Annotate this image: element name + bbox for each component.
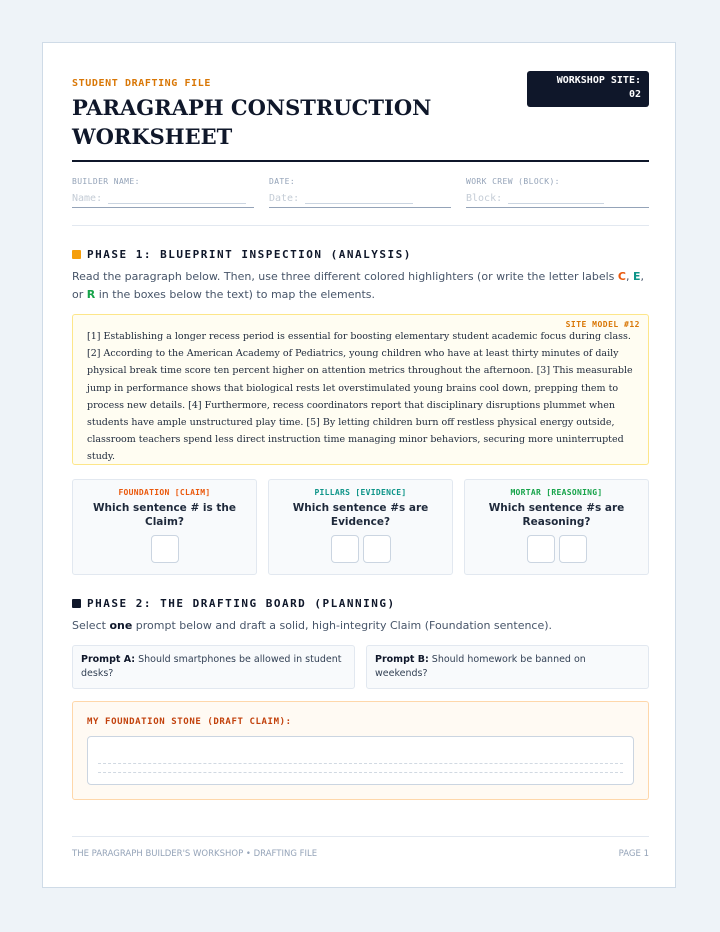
evidence-answer-box-2[interactable] bbox=[363, 535, 391, 563]
evidence-card bbox=[268, 479, 453, 575]
workshop-site-badge bbox=[527, 71, 649, 107]
prompt-b-option[interactable] bbox=[366, 645, 649, 689]
claim-answer-box[interactable] bbox=[151, 535, 179, 563]
evidence-card-tag: PILLARS [EVIDENCE] bbox=[314, 488, 407, 497]
model-paragraph: [1] Establishing a longer recess period is essential for boosting elementary student academic focus during class. [2] According to the American Academy of Pediatrics, young children who have at least thirty minutes of daily physical break time score ten percent higher on attention metrics throughout the afternoon. [3] This measurable jump in performance shows that biological rests let overstimulated young brains cool down, prepping them to process new details. [4] Furthermore, recess coordinators report that disciplinary disruptions plummet when students have ample unstructured play time. [5] By letting children burn off restless physical energy outside, classroom teachers spend less direct instruction time managing minor behaviors, securing more uninterrupted study. bbox=[87, 331, 633, 463]
builder-name-label: BUILDER NAME: bbox=[72, 177, 140, 186]
builder-name-input[interactable]: Name: bbox=[72, 193, 103, 204]
draft-claim-box bbox=[72, 701, 649, 800]
claim-card-tag: FOUNDATION [CLAIM] bbox=[118, 488, 211, 497]
fields-divider bbox=[72, 225, 649, 226]
reasoning-answer-box-2[interactable] bbox=[559, 535, 587, 563]
writing-line-2 bbox=[98, 772, 623, 773]
footer-divider bbox=[72, 836, 649, 837]
writing-line-1 bbox=[98, 763, 623, 764]
file-eyebrow: STUDENT DRAFTING FILE bbox=[72, 78, 212, 89]
evidence-card-question: Which sentence #s are Evidence? bbox=[292, 502, 429, 528]
reasoning-letter-label: R bbox=[86, 288, 96, 301]
date-field[interactable] bbox=[269, 177, 451, 208]
prompt-a-label: Prompt A: bbox=[81, 654, 136, 665]
prompt-a-text: Should smartphones be allowed in student desks? bbox=[81, 654, 342, 679]
draft-claim-input[interactable] bbox=[87, 736, 634, 785]
footer-title: THE PARAGRAPH BUILDER'S WORKSHOP • DRAFTING FILE bbox=[72, 849, 318, 859]
evidence-letter-label: E bbox=[632, 270, 641, 283]
page-title: PARAGRAPH CONSTRUCTION WORKSHEET bbox=[72, 95, 432, 149]
phase-2-instructions: Select one prompt below and draft a solid, high-integrity Claim (Foundation sentence). bbox=[72, 619, 553, 632]
site-badge-label: WORKSHOP SITE: bbox=[556, 75, 641, 86]
reasoning-card-question: Which sentence #s are Reasoning? bbox=[488, 502, 625, 528]
reasoning-card-tag: MORTAR [REASONING] bbox=[510, 488, 603, 497]
phase-1-heading: PHASE 1: BLUEPRINT INSPECTION (ANALYSIS) bbox=[72, 248, 412, 261]
phase-2-heading: PHASE 2: THE DRAFTING BOARD (PLANNING) bbox=[72, 597, 396, 610]
work-crew-input[interactable]: Block: bbox=[466, 193, 503, 204]
evidence-answer-box-1[interactable] bbox=[331, 535, 359, 563]
header-divider bbox=[72, 160, 649, 162]
prompt-a-option[interactable] bbox=[72, 645, 355, 689]
builder-name-field[interactable] bbox=[72, 177, 254, 208]
work-crew-label: WORK CREW (BLOCK): bbox=[466, 177, 560, 186]
reasoning-card bbox=[464, 479, 649, 575]
prompt-b-text: Should homework be banned on weekends? bbox=[375, 654, 586, 679]
prompt-b-label: Prompt B: bbox=[375, 654, 429, 665]
draft-claim-label: MY FOUNDATION STONE (DRAFT CLAIM): bbox=[87, 717, 292, 727]
phase-2-marker-icon bbox=[72, 599, 81, 608]
site-badge-number: 02 bbox=[628, 89, 641, 100]
phase-1-instructions: Read the paragraph below. Then, use three different colored highlighters (or write the letter labels C, E, or R in the boxes below the text) to map the elements. bbox=[72, 270, 644, 301]
work-crew-field[interactable] bbox=[466, 177, 649, 208]
date-label: DATE: bbox=[269, 177, 296, 186]
site-model-paragraph-box bbox=[72, 314, 649, 465]
phase-1-marker-icon bbox=[72, 250, 81, 259]
reasoning-answer-box-1[interactable] bbox=[527, 535, 555, 563]
claim-letter-label: C bbox=[617, 270, 626, 283]
claim-card-question: Which sentence # is the Claim? bbox=[92, 502, 237, 528]
page-number: PAGE 1 bbox=[618, 849, 649, 859]
date-input[interactable]: Date: bbox=[269, 193, 300, 204]
site-model-tag: SITE MODEL #12 bbox=[565, 320, 640, 329]
claim-card bbox=[72, 479, 257, 575]
worksheet-page bbox=[42, 42, 676, 888]
